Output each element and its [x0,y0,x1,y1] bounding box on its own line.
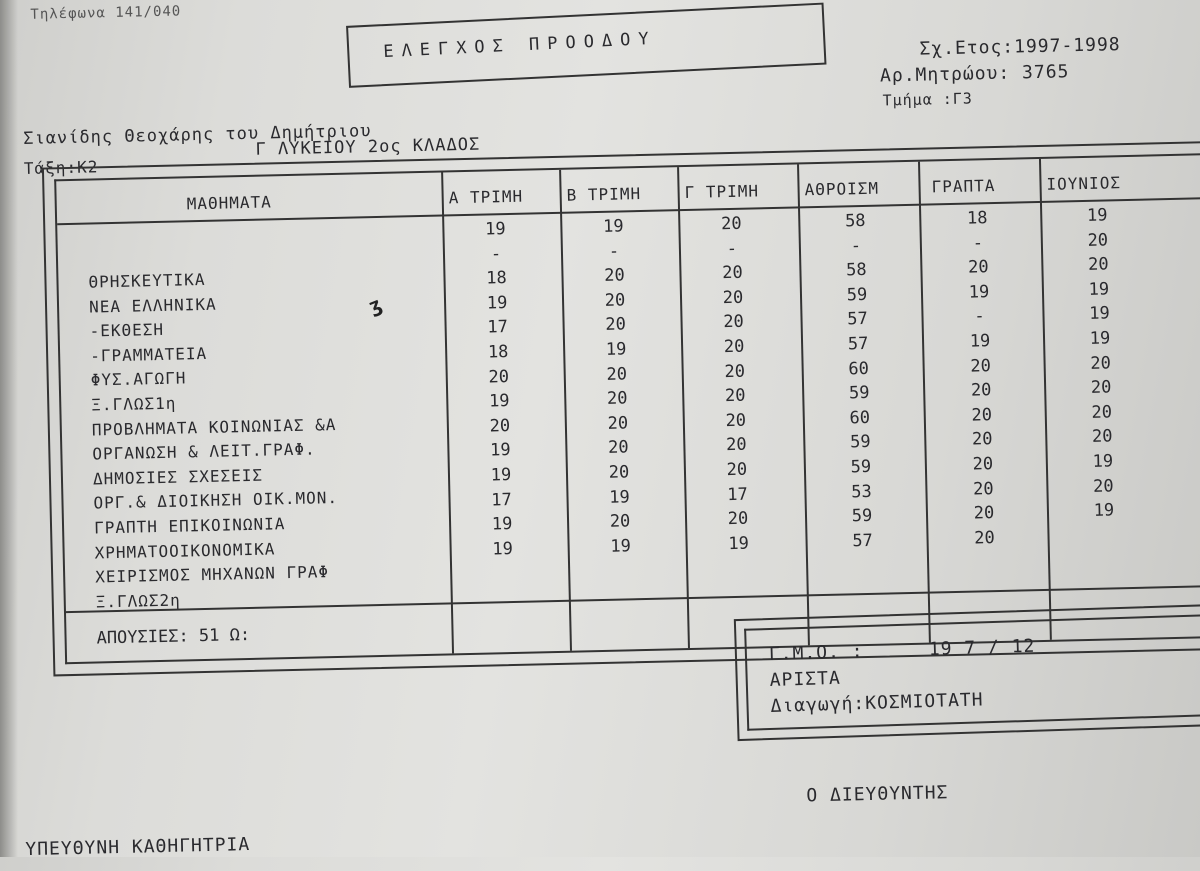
cell-athroisma: 57 [847,333,869,355]
cell-b-trimi: 20 [606,363,628,385]
cell-iounios: 20 [1091,426,1113,448]
gmo-value: 19 7 / 12 [928,635,1036,661]
cell-iounios: 19 [1089,303,1110,325]
column-divider [559,170,572,651]
cell-b-trimi: 20 [609,511,631,532]
cell-athroisma: 58 [845,260,867,281]
cell-c-trimi: 20 [722,262,743,284]
cell-c-trimi: 20 [723,312,745,333]
grades-table-inner [54,153,1200,665]
cell-a-trimi: 19 [486,292,508,314]
cell-athroisma: 59 [848,383,870,404]
cell-a-trimi: 19 [489,440,511,461]
cell-iounios: 19 [1086,205,1108,226]
column-header-iounios: ΙΟΥΝΙΟΣ [1046,173,1122,194]
cell-athroisma: 53 [850,481,872,502]
cell-iounios: 20 [1087,254,1109,276]
subject-name: -ΓΡΑΜΜΑΤΕΙΑ [89,343,208,366]
cell-athroisma: 59 [849,432,871,453]
column-header-athroisma: ΑΘΡΟΙΣΜ [804,178,880,200]
column-divider [797,164,810,645]
section: Τμήμα :Γ3 [882,89,974,110]
cell-athroisma: 59 [850,456,872,478]
subject-name: ΝΕΑ ΕΛΛΗΝΙΚΑ [88,294,217,317]
cell-b-trimi: 19 [609,486,630,508]
subject-name: ΓΡΑΠΤΗ ΕΠΙΚΟΙΝΩΝΙΑ [93,514,286,538]
cell-athroisma: 59 [846,284,868,306]
column-header-c-trimi: Γ ΤΡΙΜΗ [684,181,760,203]
cell-c-trimi: 17 [727,484,748,505]
director-signature-label: Ο ΔΙΕΥΘΥΝΤΗΣ [806,782,949,807]
grades-table [42,141,1200,677]
cell-b-trimi: 20 [608,462,630,483]
subject-name: -ΕΚΘΕΣΗ [89,320,165,341]
pen-mark-scribble: ʒ [365,291,386,319]
cell-iounios: 20 [1092,475,1114,497]
column-divider [918,162,931,643]
cell-c-trimi: 20 [720,213,742,235]
cell-iounios: 20 [1087,230,1109,251]
subject-name: ΟΡΓ.& ΔΙΟΙΚΗΣΗ ΟΙΚ.ΜΟΝ. [93,488,339,513]
cell-a-trimi: 19 [492,538,514,560]
subject-name: ΠΡΟΒΛΗΜΑΤΑ ΚΟΙΝΩΝΙΑΣ &Α [91,414,337,440]
cell-c-trimi: 20 [726,459,748,481]
cell-a-trimi: 20 [489,415,511,437]
subject-name: ΧΡΗΜΑΤΟΟΙΚΟΝΟΜΙΚΑ [94,538,276,563]
cell-grapta: 20 [970,380,992,401]
register-number: Αρ.Μητρώου: 3765 [879,61,1070,87]
cell-c-trimi: 20 [727,508,749,530]
cell-b-trimi: 20 [607,413,629,434]
cell-athroisma: 60 [849,407,871,429]
cell-b-trimi: 20 [606,388,628,410]
cell-athroisma: 60 [848,358,870,379]
cell-grapta: 20 [974,527,996,549]
cell-a-trimi: 18 [487,342,509,363]
cell-grapta: 20 [970,355,992,377]
cell-c-trimi: 20 [724,385,746,407]
absences: ΑΠΟΥΣΙΕΣ: 51 Ω: [96,624,251,649]
student-name: Σιανίδης Θεοχάρης του Δημήτριου [23,121,372,150]
subject-name: ΟΡΓΑΝΩΣΗ & ΛΕΙΤ.ΓΡΑΦ. [92,439,316,464]
gmo-label: Γ.Μ.Ο. : [768,641,864,666]
cell-a-trimi: 18 [486,268,507,289]
subject-name: ΧΕΙΡΙΣΜΟΣ ΜΗΧΑΝΩΝ ΓΡΑΦ [94,562,330,587]
cell-iounios: 20 [1090,377,1112,399]
cell-iounios: 20 [1090,352,1112,374]
phone-fragment: Τηλέφωνα 141/040 [30,3,182,23]
column-header-b-trimi: Β ΤΡΙΜΗ [566,184,642,205]
document-title: ΕΛΕΓΧΟΣ ΠΡΟΟΔΟΥ [382,28,658,63]
cell-athroisma: 58 [844,210,866,232]
cell-a-trimi: 19 [491,514,513,535]
cell-b-trimi: 19 [605,339,627,360]
cell-c-trimi: 20 [725,410,747,431]
cell-grapta: 18 [966,208,988,229]
cell-a-trimi: 19 [490,465,512,486]
cell-iounios: 19 [1093,500,1115,522]
cell-iounios: 19 [1088,279,1110,300]
cell-b-trimi: 19 [602,216,624,237]
cell-athroisma: 59 [851,506,873,527]
cell-grapta: - [972,232,984,254]
cell-a-trimi: 19 [488,391,510,412]
school-year: Σχ.Ετος:1997-1998 [919,34,1121,60]
class-line: Γ ΛΥΚΕΙΟΥ 2ος ΚΛΑΔΟΣ [255,134,481,160]
cell-iounios: 20 [1091,402,1113,423]
cell-grapta: 20 [973,503,995,524]
cell-athroisma: 57 [852,530,874,552]
cell-athroisma: - [850,235,862,256]
cell-c-trimi: 20 [722,287,744,308]
column-header-subjects: ΜΑΘΗΜΑΤΑ [186,192,273,214]
cell-c-trimi: 19 [728,533,750,554]
teacher-signature-label: ΥΠΕΥΘΥΝΗ ΚΑΘΗΓΗΤΡΙΑ [25,834,251,861]
subject-name: ΘΡΗΣΚΕΥΤΙΚΑ [88,269,206,292]
cell-c-trimi: 20 [725,435,747,456]
cell-b-trimi: 20 [604,265,625,287]
cell-grapta: 19 [969,331,991,352]
column-divider [1039,159,1052,640]
cell-grapta: - [974,306,985,327]
class-code: Τάξη:Κ2 [23,157,99,178]
cell-c-trimi: 20 [724,361,746,382]
column-header-a-trimi: Α ΤΡΙΜΗ [448,186,524,208]
cell-a-trimi: - [490,243,502,265]
cell-iounios: 19 [1089,328,1111,349]
subject-name: ΔΗΜΟΣΙΕΣ ΣΧΕΣΕΙΣ [92,465,264,489]
cell-b-trimi: 20 [604,290,626,311]
cell-a-trimi: 20 [488,366,510,388]
cell-c-trimi: - [726,238,738,259]
cell-b-trimi: 20 [607,437,629,459]
cell-grapta: 20 [967,257,989,278]
grade-word: ΑΡΙΣΤΑ [769,667,842,692]
summary-box-inner [744,614,1200,731]
summary-box [734,604,1200,741]
cell-grapta: 20 [971,404,993,426]
column-header-grapta: ΓΡΑΠΤΑ [931,175,996,197]
cell-c-trimi: 20 [723,336,745,358]
cell-a-trimi: 19 [484,219,506,240]
subject-name: Ξ.ΓΛΩΣ1η [91,393,177,415]
cell-grapta: 20 [972,454,994,475]
subject-name: ΦΥΣ.ΑΓΩΓΗ [90,368,187,390]
column-divider [677,167,690,648]
conduct: Διαγωγή:ΚΟΣΜΙΟΤΑΤΗ [770,689,984,718]
title-box [346,3,826,88]
cell-iounios: 19 [1092,451,1114,472]
cell-a-trimi: 17 [487,317,509,338]
subject-name: Ξ.ΓΛΩΣ2η [95,590,182,612]
column-divider [441,172,454,653]
cell-b-trimi: 20 [605,314,627,336]
cell-grapta: 20 [972,478,994,500]
cell-athroisma: 57 [847,309,869,330]
cell-grapta: 20 [971,429,993,450]
cell-b-trimi: - [608,241,620,262]
cell-b-trimi: 19 [610,536,632,557]
cell-grapta: 19 [968,281,990,303]
cell-a-trimi: 17 [491,489,513,511]
